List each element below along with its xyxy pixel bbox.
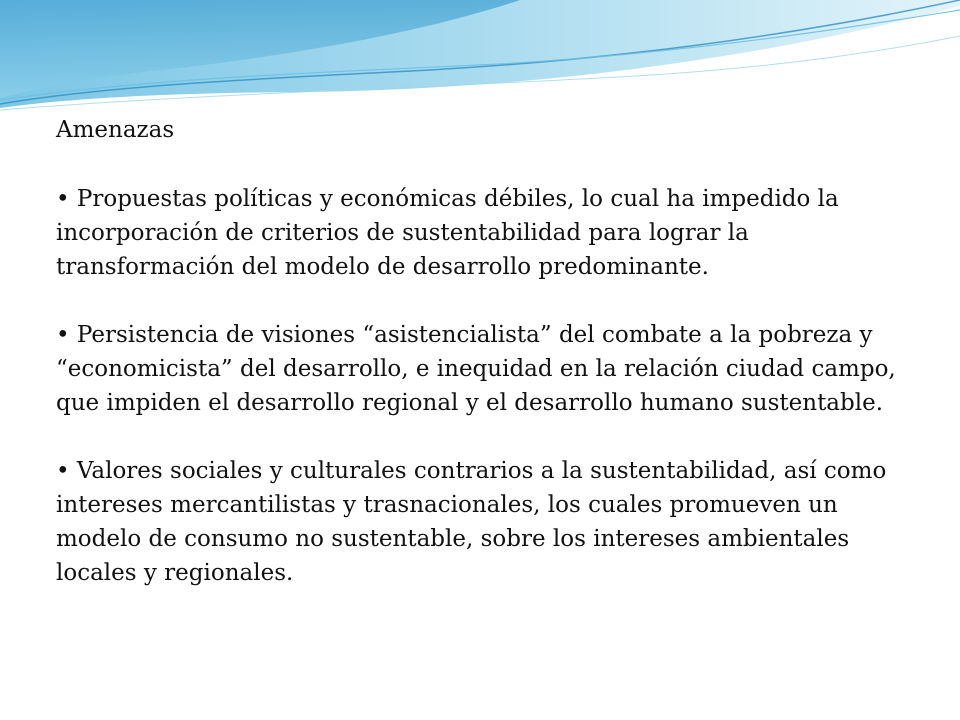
bullet-item	[56, 318, 896, 420]
bullet-mark: •	[56, 458, 70, 484]
bullet-text: Valores sociales y culturales contrarios a la sustentabilidad, así como intereses mercantilistas y trasnacionales, los cuales promueven un modelo de consumo no sustentable, sobre los intereses ambientales locales y regionales.	[56, 458, 887, 586]
slide-content	[56, 112, 896, 624]
bullet-mark: •	[56, 186, 70, 212]
bullet-text: Propuestas políticas y económicas débiles, lo cual ha impedido la incorporación de criterios de sustentabilidad para lograr la transformación del modelo de desarrollo predominante.	[56, 186, 839, 280]
bullet-text: Persistencia de visiones “asistencialista” del combate a la pobreza y “economicista” del desarrollo, e inequidad en la relación ciudad campo, que impiden el desarrollo regional y el desarrollo humano sustentable.	[56, 322, 896, 416]
header-wave-decoration	[0, 0, 960, 120]
bullet-mark: •	[56, 322, 70, 348]
slide-heading: Amenazas	[56, 117, 175, 143]
bullet-item	[56, 454, 896, 590]
bullet-item	[56, 182, 896, 284]
